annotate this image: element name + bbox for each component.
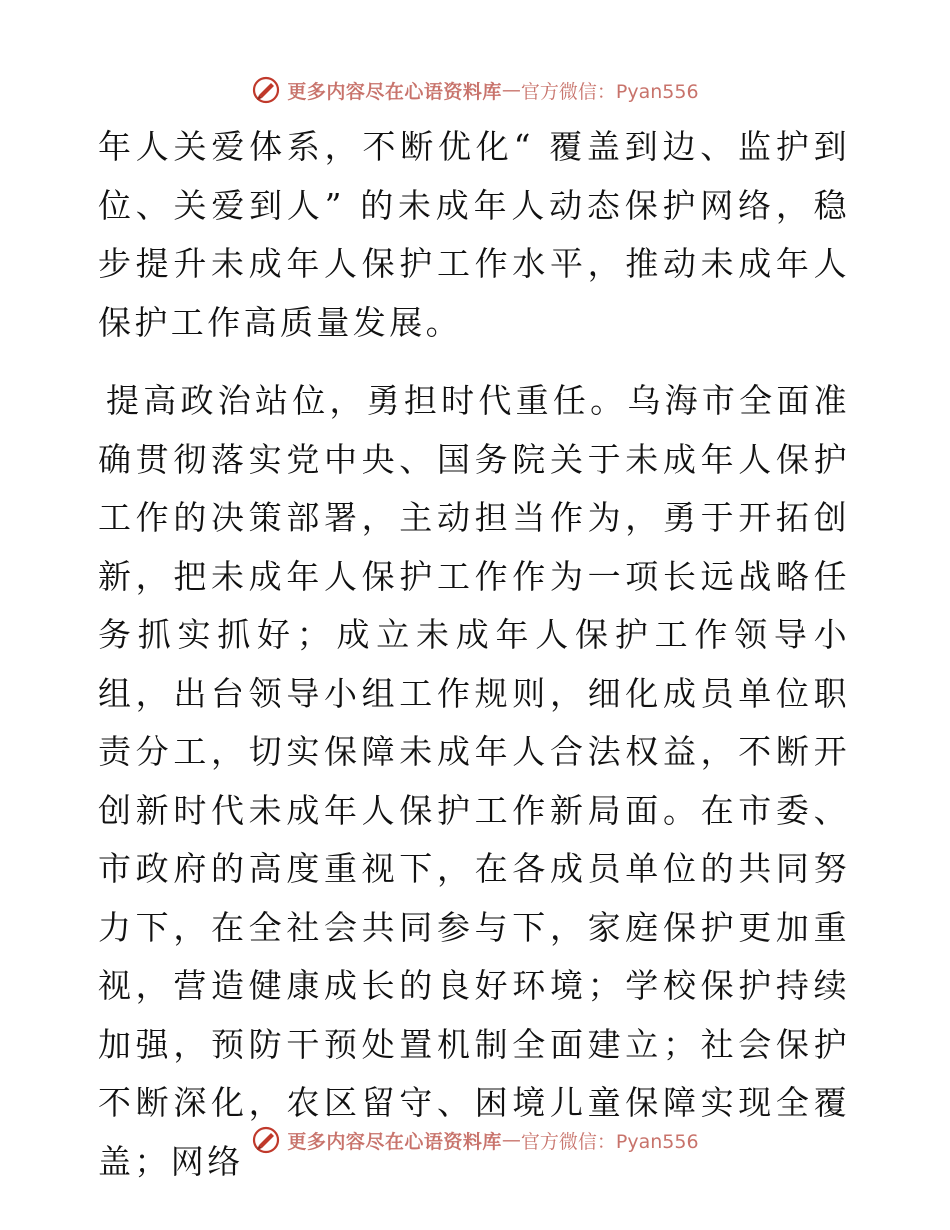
paragraph-2: 提高政治站位，勇担时代重任。乌海市全面准确贯彻落实党中央、国务院关于未成年人保护工作的决策部署，主动担当作为，勇于开拓创新，把未成年人保护工作作为一项长远战略任务抓实抓好；成立未成年人保护工作领导小组，出台领导小组工作规则，细化成员单位职责分工，切实保障未成年人合法权益，不断开创新时代未成年人保护工作新局面。在市委、市政府的高度重视下，在各成员单位的共同努力下，在全社会共同参与下，家庭保护更加重视，营造健康成长的良好环境；学校保护持续加强，预防干预处置机制全面建立；社会保护不断深化，农区留守、困境儿童保障实现全覆盖；网络 — [98, 381, 850, 1181]
watermark-dash: — — [501, 79, 521, 101]
watermark-dash: — — [501, 1129, 521, 1151]
watermark-wechat: 官方微信：Pyan556 — [520, 80, 699, 103]
watermark-wechat: 官方微信：Pyan556 — [520, 1130, 699, 1153]
document-body — [98, 118, 850, 1191]
red-pen-logo-icon — [251, 1125, 281, 1155]
watermark-text: 更多内容尽在心语资料库 — [287, 1130, 502, 1153]
paragraph-1: 年人关爱体系，不断优化“ 覆盖到边、监护到位、关爱到人” 的未成年人动态保护网络，稳步提升未成年人保护工作水平，推动未成年人保护工作高质量发展。 — [98, 127, 850, 342]
header-watermark-banner — [0, 72, 950, 108]
footer-watermark-banner — [0, 1122, 950, 1158]
red-pen-logo-icon — [251, 75, 281, 105]
watermark-text: 更多内容尽在心语资料库 — [287, 80, 502, 103]
